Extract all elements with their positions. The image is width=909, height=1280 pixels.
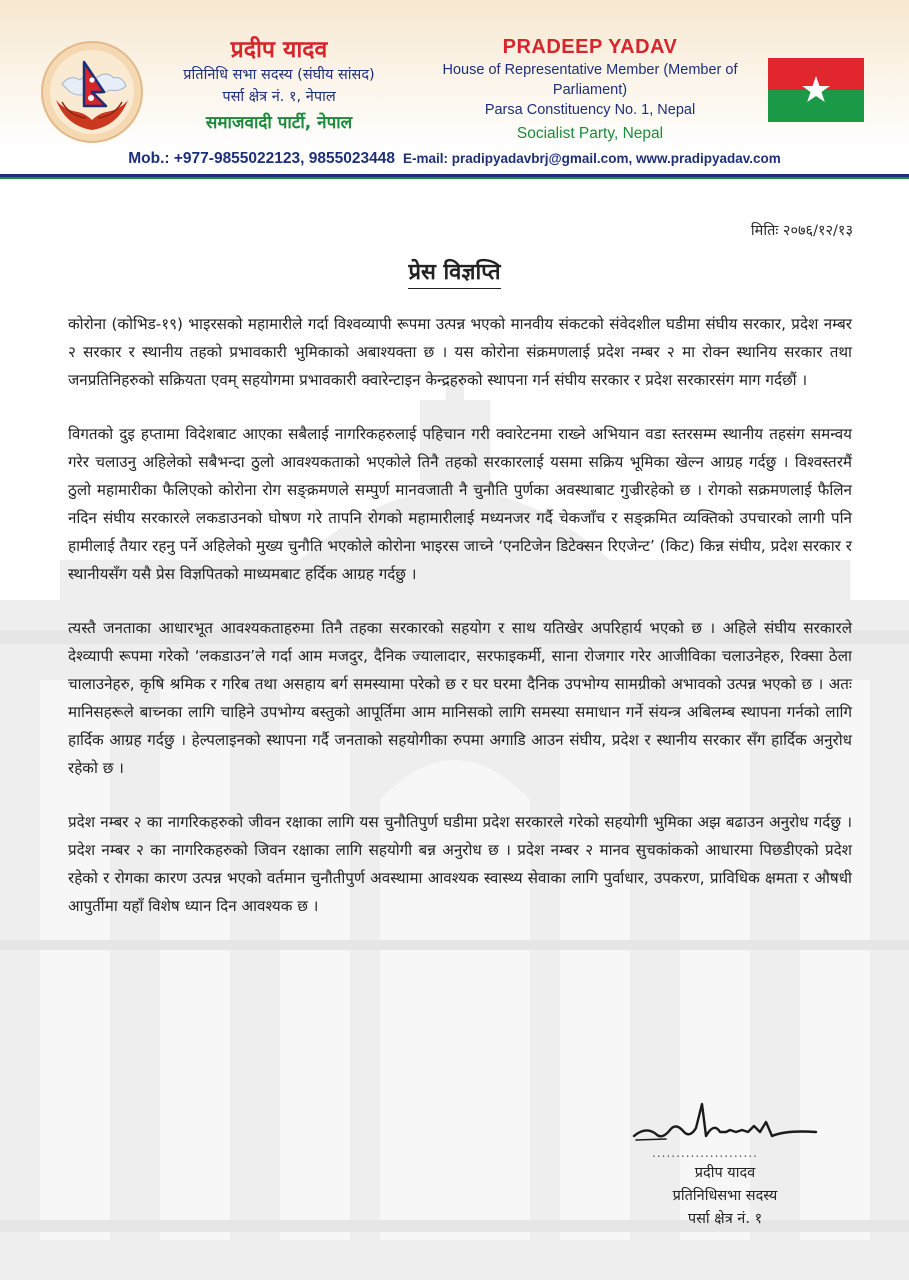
english-constituency: Parsa Constituency No. 1, Nepal [484, 102, 696, 118]
contact-line [0, 150, 909, 172]
mobile-numbers: Mob.: +977-9855022123, 9855023448 [128, 150, 395, 167]
handwritten-signature-icon [626, 1092, 826, 1152]
english-role: House of Representative Member (Member of Parliament) [442, 62, 738, 98]
signatory-constituency: पर्सा क्षेत्र नं. १ [687, 1211, 763, 1227]
header-divider-green [0, 177, 909, 179]
document-date: मितिः २०७६/१२/१३ [750, 223, 853, 239]
body-paragraph: विगतको दुइ हप्तामा विदेशबाट आएका सबैलाई नागरिकहरुलाई पहिचान गरी क्वारेटनमा राख्ने अभियान वडा स्तरसम्म स्थानीय तहसंग समन्वय गरेर चलाउनु अहिलेको सबैभन्दा ठुलो आवश्यकताको भएकोले तिनै तहको सरकारलाई यसमा सक्रिय भूमिका खेल्न आग्रह गर्दछु । विश्वस्तरमैं ठुलो महामारीका फैलिएको कोरोना रोग सङ्क्रमणले सम्पुर्ण मानवजाती नै चुनौति पुर्णका अवस्थाबाट गुज्रीरहेको छ । रोगको सक्रमणलाई फैलिन नदिन संघीय सरकारले लकडाउनको घोषण गरे तापनि रोगको महामारीलाई मध्यनजर गर्दै चेकजाँच र सङ्क्रमित व्यक्तिको उपचारको लागी पनि हामीलाई तैयार रहनु पर्ने अहिलेको मुख्य चुनौति भएकोले कोरोना भाइरस जाच्ने ‘एनटिजेन डिटेक्सन रिएजेन्ट’ (किट) किन्न संघीय, प्रदेश सरकार र स्थानीयसँग यसै प्रेस विज्ञपितको माध्यमबाट हर्दिक आग्रह गर्दछु । [68, 425, 852, 583]
signatory-title: प्रतिनिधिसभा सदस्य [672, 1188, 778, 1204]
body-paragraph: प्रदेश नम्बर २ का नागरिकहरुको जीवन रक्षाका लागि यस चुनौतिपुर्ण घडीमा प्रदेश सरकारले गरेको सहयोगी भुमिका अझ बढाउन अनुरोध गर्दछु । प्रदेश नम्बर २ का नागरिकहरुको जिवन रक्षाका लागि सहयोगी बन्न अनुरोध छ । प्रदेश नम्बर २ मानव सुचकांकको आधारमा पिछडीएको प्रदेश रहेको र रोगका कारण उत्पन्न भएको वर्तमान चुनौतीपुर्ण अवस्थामा आवश्यक स्वास्थ्य सेवाका लागि पुर्वाधार, उपकरण, प्राविधिक क्षमता र औषधी आपुर्तीमा यहाँ विशेष ध्यान दिन आवश्यक छ । [68, 813, 852, 915]
body-paragraph: कोरोना (कोभिड-१९) भाइरसको महामारीले गर्दा विश्वव्यापी रूपमा उत्पन्न भएको मानवीय संकटको संवेदशील घडीमा संघीय सरकार, प्रदेश नम्बर २ सरकार र स्थानीय तहको प्रभावकारी भुमिकाको अबाश्यक्ता छ । यस कोरोना संक्रमणलाई प्रदेश नम्बर २ मा रोक्न स्थानिय सरकार तथा जनप्रतिनिहरुको सक्रियता एवम् सहयोगमा प्रभावकारी क्वारेन्टाइन केन्द्रहरुको स्थापना गर्न संघीय सरकार र प्रदेश सरकारसंग माग गर्दछौं । [68, 315, 852, 389]
document-title: प्रेस विज्ञप्ति [408, 256, 500, 289]
letterhead [0, 0, 909, 150]
email-website: E-mail: pradipyadavbrj@gmail.com, www.pradipyadav.com [402, 151, 781, 166]
signatory-block [640, 1162, 810, 1231]
hands-holding-nepal-flag-logo-icon [40, 40, 144, 144]
nepali-party: समाजवादी पार्टी, नेपाल [205, 113, 353, 133]
nepali-name: प्रदीप यादव [230, 37, 328, 63]
nepali-role: प्रतिनिधि सभा सदस्य (संघीय सांसद) [183, 67, 375, 83]
english-name: PRADEEP YADAV [502, 36, 678, 58]
english-party: Socialist Party, Nepal [516, 125, 664, 142]
body-paragraph: त्यस्तै जनताका आधारभूत आवश्यकताहरुमा तिनै तहका सरकारको सहयोग र साथ यतिखेर अपरिहार्य भएको छ । अहिले संघीय सरकारले देश्व्यापी रूपमा गरेको ‘लकडाउन’ले गर्दा आम मजदुर, दैनिक ज्यालादार, सरफाइकर्मी, साना रोजगार गरेर आजीविका चलाउनेहरु, रिक्सा ठेला चालाउनेहरु, कृषि श्रमिक र गरिब तथा असहाय बर्ग समस्यामा परेको छ र घर घरमा दैनिक उपभोग्य सामग्रीको अभावको उत्पन्न भएको छ । अतः मानिसहरूले बाच्नका लागि चाहिने उपभोग्य बस्तुको आपूर्तिमा आम मानिसको लागि समस्या समाधान गर्ने संयन्त्र अबिलम्ब स्थापना गर्नको लागि हार्दिक आग्रह गर्दछु । हेल्पलाइनको स्थापना गर्दै जनताको सहयोगीका रुपमा अगाडि आउन संघीय, प्रदेश र स्थानीय सरकार सँग हार्दिक अनुरोध रहेको छ । [68, 619, 852, 777]
document-title-row [0, 256, 909, 289]
document-body [68, 310, 852, 946]
nepali-constituency: पर्सा क्षेत्र नं. १, नेपाल [222, 89, 336, 105]
signatory-name: प्रदीप यादव [694, 1165, 756, 1181]
nepali-heading-block [150, 36, 408, 136]
english-heading-block [414, 34, 766, 146]
party-flag-icon [768, 58, 864, 122]
signature-dots: ...................... [652, 1146, 758, 1160]
